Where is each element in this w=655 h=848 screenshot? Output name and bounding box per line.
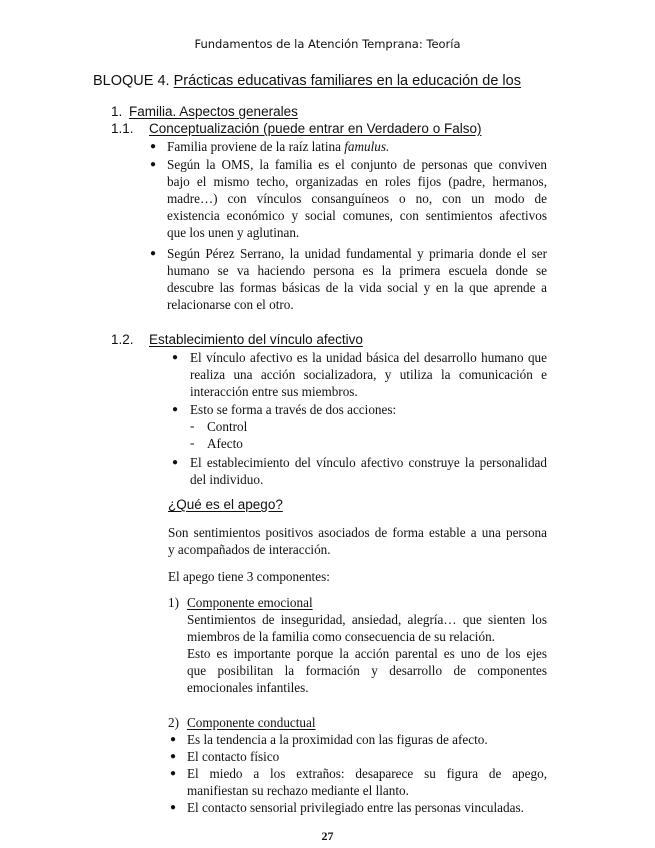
list-item-line: que los unen y aglutinan. bbox=[167, 225, 300, 240]
list-item bbox=[167, 138, 389, 155]
page-number: 27 bbox=[321, 829, 334, 843]
list-item-line: El vínculo afectivo es la unidad básica del desarrollo humano que bbox=[190, 350, 547, 365]
component-2-title: Componente conductual bbox=[187, 715, 316, 730]
section-1-number: 1. bbox=[111, 104, 123, 119]
sub-list-item: Afecto bbox=[207, 436, 243, 451]
latin-term: famulus. bbox=[344, 139, 390, 154]
list-item: Esto se forma a través de dos acciones: bbox=[190, 402, 397, 417]
section-1-heading bbox=[111, 104, 511, 122]
paragraph: El apego tiene 3 componentes: bbox=[168, 569, 330, 584]
list-item-line: madre…) con vínculos consanguíneos o no, con un modo de bbox=[167, 191, 547, 206]
bullet-icon: ● bbox=[150, 248, 157, 259]
list-item-line: del individuo. bbox=[190, 472, 264, 487]
list-item-line: humano se va haciendo persona es la primera escuela donde se bbox=[167, 263, 547, 278]
list-item-line: Según Pérez Serrano, la unidad fundamental y primaria donde el ser bbox=[167, 246, 547, 261]
dash-marker: - bbox=[190, 418, 195, 433]
component-1-number: 1) bbox=[168, 595, 179, 610]
list-item-line: manifiestan su rechazo mediante el llanto. bbox=[187, 783, 409, 798]
bullet-icon: ● bbox=[170, 768, 177, 779]
paragraph-line: Son sentimientos positivos asociados de forma estable a una persona bbox=[168, 525, 547, 540]
sub-list-item: Control bbox=[207, 419, 248, 434]
bullet-icon: ● bbox=[172, 404, 179, 415]
bullet-icon: ● bbox=[172, 457, 179, 468]
list-item-line: existencia económico y social comunes, con sentimientos afectivos bbox=[167, 208, 547, 223]
paragraph-line: Esto es importante porque la acción parental es uno de los ejes bbox=[187, 646, 547, 661]
paragraph-line: que posibilitan la formación y desarrollo de componentes bbox=[187, 663, 547, 678]
list-item: El contacto físico bbox=[187, 749, 280, 764]
component-2-number: 2) bbox=[168, 715, 179, 730]
paragraph-line: miembros de la familia como consecuencia de su relación. bbox=[187, 629, 495, 644]
block-heading bbox=[93, 73, 521, 89]
list-item-line: interacción entre sus miembros. bbox=[190, 384, 358, 399]
list-item-line: El establecimiento del vínculo afectivo construye la personalidad bbox=[190, 455, 547, 470]
section-1-2-title: Establecimiento del vínculo afectivo bbox=[149, 332, 363, 347]
bullet-icon: ● bbox=[150, 141, 157, 152]
bullet-icon: ● bbox=[170, 734, 177, 745]
list-item: El contacto sensorial privilegiado entre las personas vinculadas. bbox=[187, 800, 524, 815]
component-1-title: Componente emocional bbox=[187, 595, 313, 610]
paragraph-line: Sentimientos de inseguridad, ansiedad, alegría… que sienten los bbox=[187, 612, 547, 627]
block-prefix: BLOQUE 4. bbox=[93, 73, 174, 89]
section-1-1-title: Conceptualización (puede entrar en Verdadero o Falso) bbox=[149, 121, 482, 136]
list-item-line: relacionarse con el otro. bbox=[167, 297, 294, 312]
section-1-1-number: 1.1. bbox=[111, 121, 134, 136]
list-item: Es la tendencia a la proximidad con las figuras de afecto. bbox=[187, 732, 488, 747]
bullet-icon: ● bbox=[170, 751, 177, 762]
paragraph-line: emocionales infantiles. bbox=[187, 680, 309, 695]
list-item-line: El miedo a los extraños: desaparece su figura de apego, bbox=[187, 766, 547, 781]
list-item-line: Según la OMS, la familia es el conjunto de personas que conviven bbox=[167, 157, 547, 172]
section-1-2-heading bbox=[111, 332, 551, 350]
running-header: Fundamentos de la Atención Temprana: Teoría bbox=[194, 37, 461, 51]
list-item-line: descubre las formas básicas de la vida social y en la que aprende a bbox=[167, 280, 547, 295]
paragraph-line: y acompañados de interacción. bbox=[168, 542, 331, 557]
bullet-icon: ● bbox=[150, 159, 157, 170]
dash-marker: - bbox=[190, 435, 195, 450]
apego-heading: ¿Qué es el apego? bbox=[168, 497, 283, 512]
list-item-line: bajo el mismo techo, organizadas en roles fijos (padre, hermanos, bbox=[167, 174, 547, 189]
section-1-2-number: 1.2. bbox=[111, 332, 134, 347]
bullet-icon: ● bbox=[172, 352, 179, 363]
block-title: Prácticas educativas familiares en la educación de los bbox=[173, 73, 521, 89]
bullet-text: Familia proviene de la raíz latina bbox=[167, 139, 345, 154]
list-item-line: realiza una acción socializadora, y utiliza la comunicación e bbox=[190, 367, 547, 382]
section-1-1-heading bbox=[111, 121, 551, 139]
section-1-title: Familia. Aspectos generales bbox=[129, 104, 298, 119]
bullet-icon: ● bbox=[170, 802, 177, 813]
